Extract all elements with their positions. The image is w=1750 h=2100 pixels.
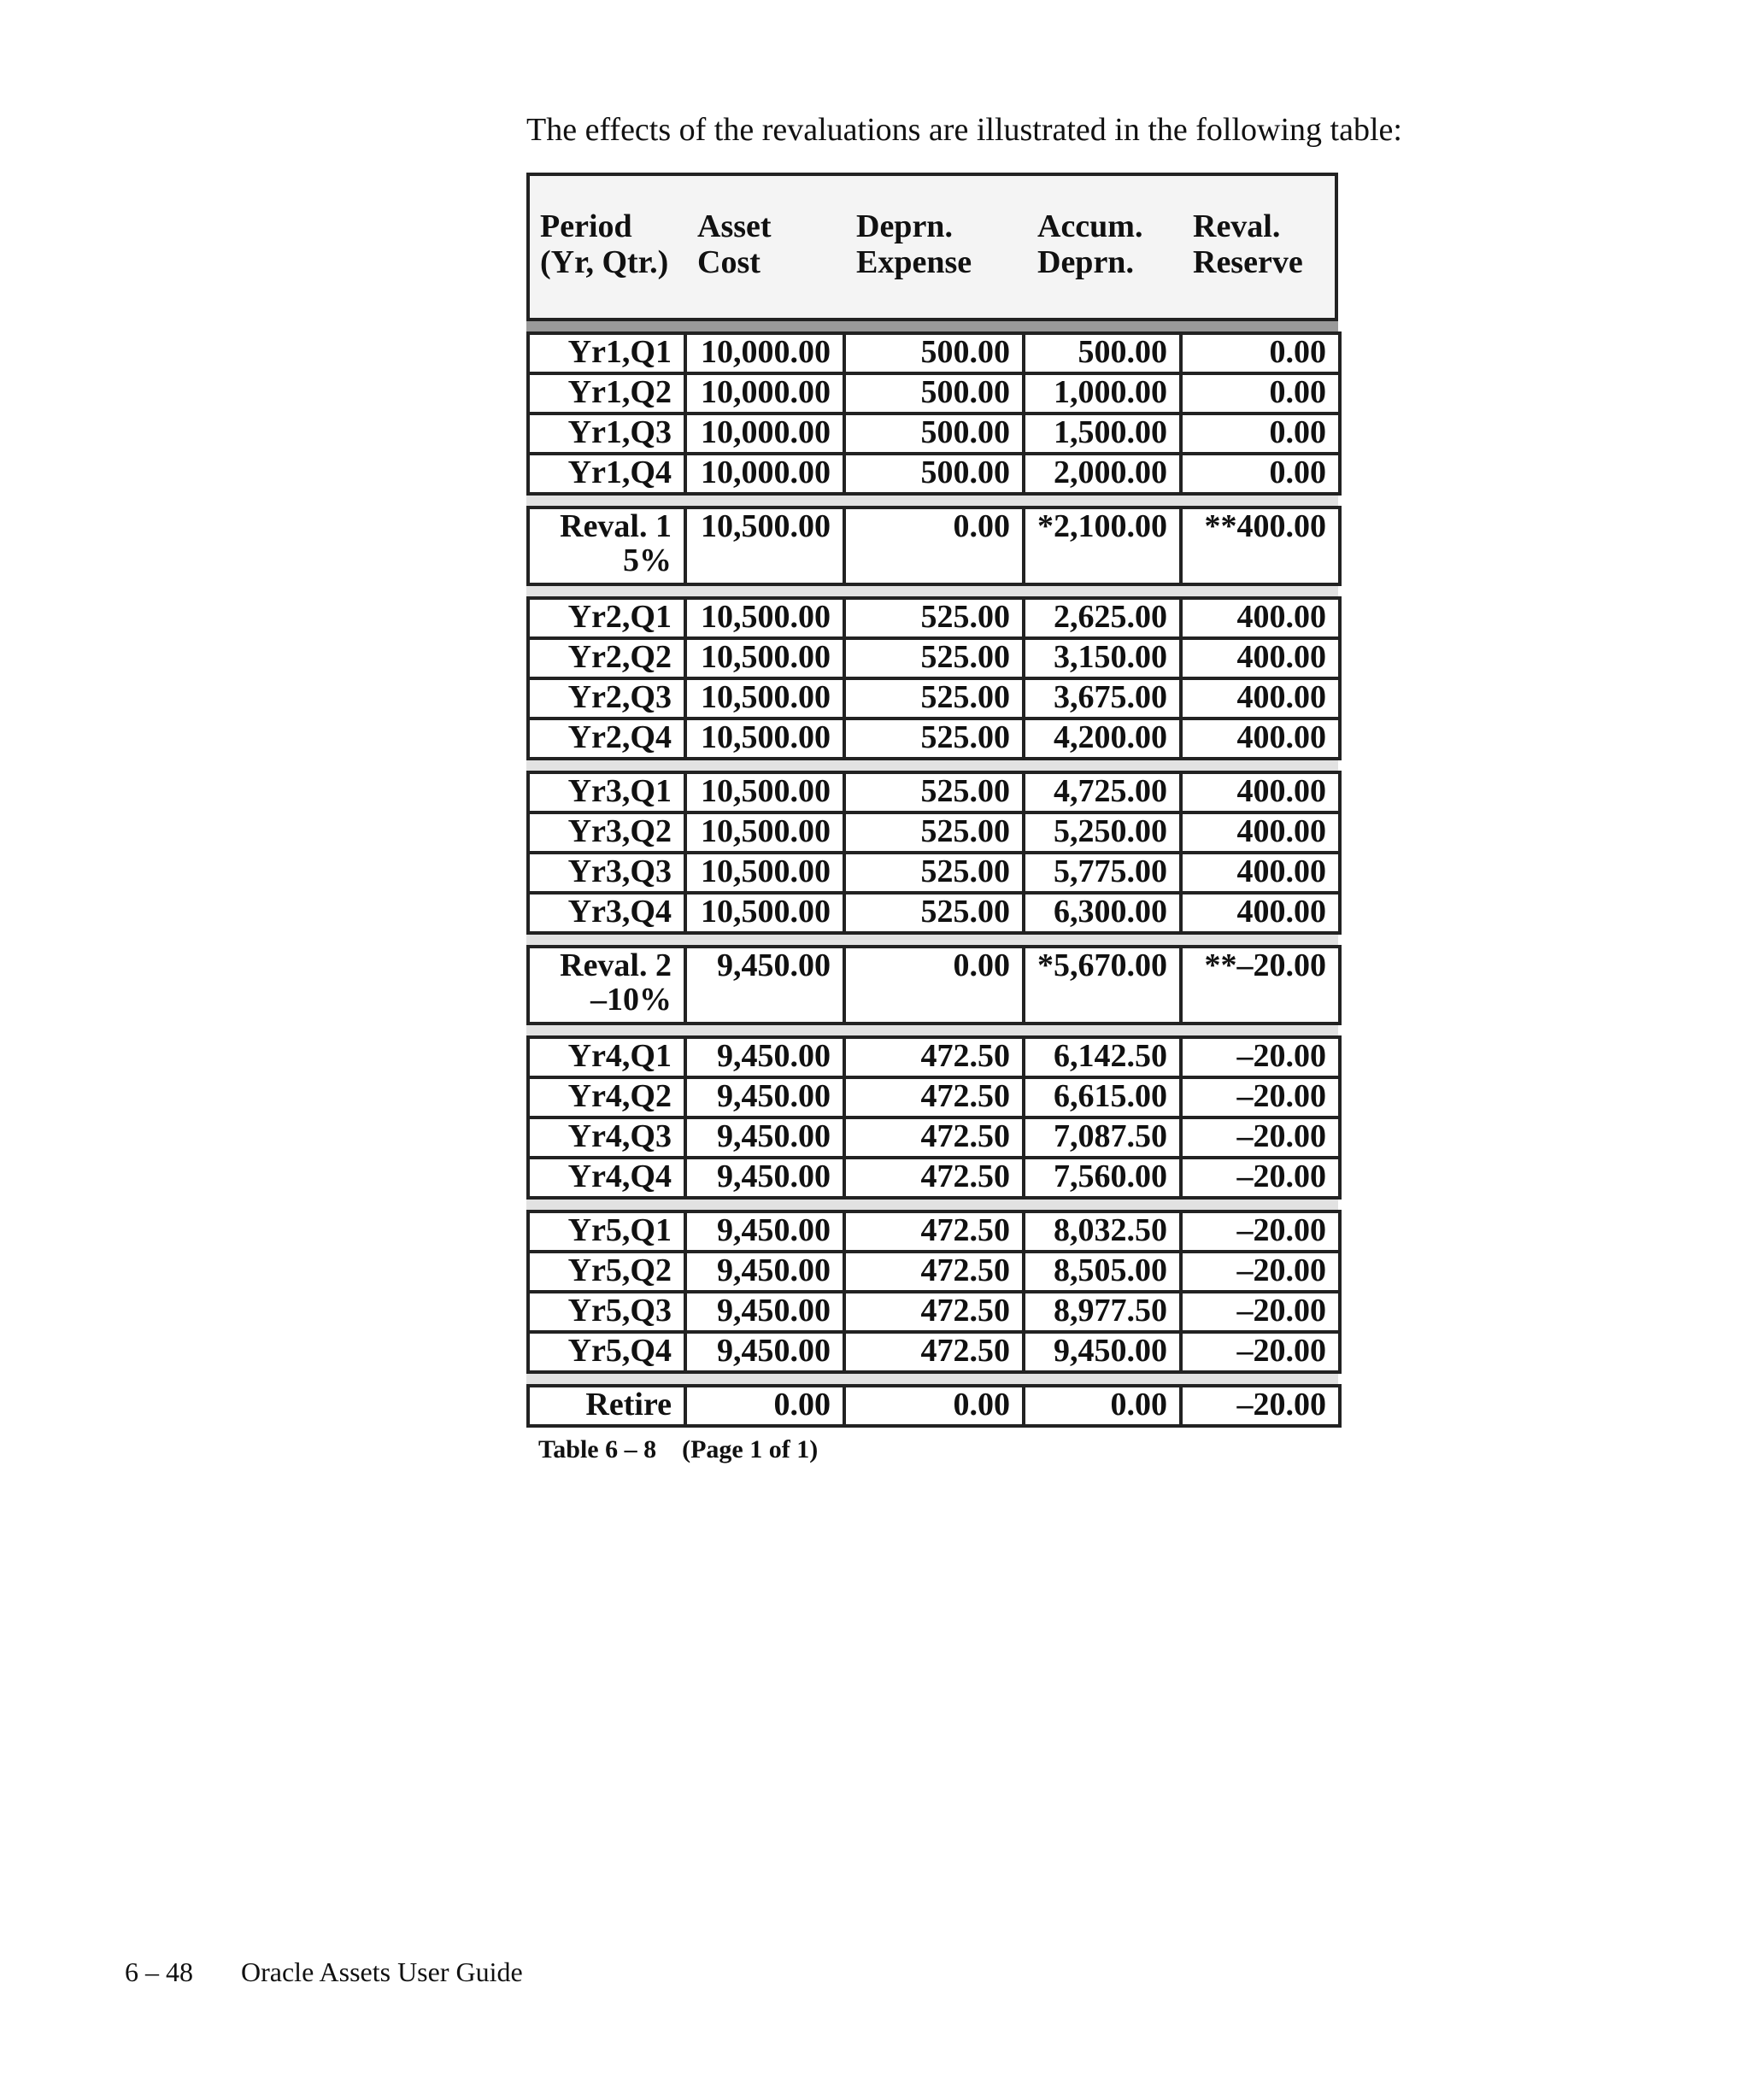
table-cell: Yr3,Q4 <box>528 893 685 933</box>
table-row <box>528 853 1340 893</box>
table-cell: 10,500.00 <box>685 598 844 638</box>
table-cell: 6,300.00 <box>1024 893 1181 933</box>
table-cell: 525.00 <box>844 638 1024 678</box>
group-separator <box>526 1200 1338 1210</box>
intro-text: The effects of the revaluations are illustrated in the following table: <box>526 112 1402 148</box>
table-cell: 500.00 <box>1024 333 1181 373</box>
table-cell: 0.00 <box>1024 1386 1181 1426</box>
footer-guide-title: Oracle Assets User Guide <box>241 1956 523 1987</box>
table-cell: 10,500.00 <box>685 772 844 812</box>
table-cell: Yr4,Q1 <box>528 1037 685 1077</box>
table-cell: 472.50 <box>844 1037 1024 1077</box>
table-cell: Yr3,Q3 <box>528 853 685 893</box>
table-cell: 400.00 <box>1181 678 1340 719</box>
table-cell: Yr1,Q4 <box>528 454 685 494</box>
table-row <box>528 678 1340 719</box>
header-deprn-expense: Deprn. Expense <box>856 208 972 280</box>
table-cell: 4,200.00 <box>1024 719 1181 759</box>
table-row <box>528 1332 1340 1372</box>
footer-page-number: 6 – 48 <box>125 1956 193 1987</box>
table-row <box>528 772 1340 812</box>
table-cell: 1,500.00 <box>1024 414 1181 454</box>
group-separator <box>526 496 1338 506</box>
table-cell: Yr2,Q2 <box>528 638 685 678</box>
table-cell: Yr1,Q1 <box>528 333 685 373</box>
table-row <box>528 1158 1340 1198</box>
table-cell: 0.00 <box>1181 373 1340 414</box>
table-row <box>528 1077 1340 1117</box>
row-group <box>526 1210 1342 1374</box>
table-cell: 1,000.00 <box>1024 373 1181 414</box>
table-row <box>528 1037 1340 1077</box>
table-cell: –20.00 <box>1181 1117 1340 1158</box>
revaluation-table <box>526 173 1338 1428</box>
table-cell: 0.00 <box>1181 454 1340 494</box>
table-cell: –20.00 <box>1181 1158 1340 1198</box>
table-cell: 5,775.00 <box>1024 853 1181 893</box>
table-cell: 0.00 <box>685 1386 844 1426</box>
table-row <box>528 1386 1340 1426</box>
table-cell: 10,000.00 <box>685 414 844 454</box>
table-row <box>528 454 1340 494</box>
table-row <box>528 1292 1340 1332</box>
table-cell: 400.00 <box>1181 812 1340 853</box>
table-cell: 6,615.00 <box>1024 1077 1181 1117</box>
table-cell: 472.50 <box>844 1332 1024 1372</box>
table-cell: 8,505.00 <box>1024 1252 1181 1292</box>
table-row <box>528 719 1340 759</box>
table-cell: 6,142.50 <box>1024 1037 1181 1077</box>
table-row <box>528 598 1340 638</box>
table-cell: 9,450.00 <box>685 1037 844 1077</box>
group-separator <box>526 1025 1338 1035</box>
table-row <box>528 333 1340 373</box>
table-cell: Yr2,Q3 <box>528 678 685 719</box>
header-reval-reserve: Reval. Reserve <box>1193 208 1303 280</box>
table-cell: 10,000.00 <box>685 333 844 373</box>
table-cell: 525.00 <box>844 678 1024 719</box>
table-cell: 400.00 <box>1181 719 1340 759</box>
table-cell: 9,450.00 <box>685 1211 844 1252</box>
table-cell: 525.00 <box>844 853 1024 893</box>
table-cell: 500.00 <box>844 454 1024 494</box>
table-row <box>528 638 1340 678</box>
table-cell: –20.00 <box>1181 1252 1340 1292</box>
table-cell: Yr4,Q4 <box>528 1158 685 1198</box>
table-cell: 7,560.00 <box>1024 1158 1181 1198</box>
table-cell: 0.00 <box>1181 414 1340 454</box>
table-row <box>528 947 1340 1024</box>
row-group <box>526 1035 1342 1200</box>
table-cell: 9,450.00 <box>1024 1332 1181 1372</box>
row-group <box>526 945 1342 1025</box>
table-cell: Yr3,Q2 <box>528 812 685 853</box>
table-cell: 500.00 <box>844 333 1024 373</box>
table-cell: 9,450.00 <box>685 1292 844 1332</box>
group-separator <box>526 586 1338 596</box>
table-cell: 10,500.00 <box>685 507 844 584</box>
table-cell: Yr4,Q2 <box>528 1077 685 1117</box>
header-asset-cost: Asset Cost <box>697 208 772 280</box>
table-row <box>528 893 1340 933</box>
row-group <box>526 331 1342 496</box>
table-caption: Table 6 – 8 (Page 1 of 1) <box>538 1435 819 1464</box>
table-header <box>526 173 1338 321</box>
table-cell: 400.00 <box>1181 638 1340 678</box>
table-cell: –20.00 <box>1181 1077 1340 1117</box>
table-cell: 0.00 <box>1181 333 1340 373</box>
table-cell: 500.00 <box>844 414 1024 454</box>
table-cell: Yr5,Q3 <box>528 1292 685 1332</box>
table-cell: Yr1,Q3 <box>528 414 685 454</box>
table-cell: Yr5,Q2 <box>528 1252 685 1292</box>
table-cell: 10,500.00 <box>685 638 844 678</box>
table-cell: 10,000.00 <box>685 373 844 414</box>
table-cell: Yr5,Q4 <box>528 1332 685 1372</box>
table-row <box>528 1211 1340 1252</box>
table-cell: 400.00 <box>1181 772 1340 812</box>
table-cell: 525.00 <box>844 598 1024 638</box>
table-row <box>528 373 1340 414</box>
table-cell: 2,000.00 <box>1024 454 1181 494</box>
table-cell: 472.50 <box>844 1252 1024 1292</box>
table-cell: 3,150.00 <box>1024 638 1181 678</box>
table-cell: –20.00 <box>1181 1292 1340 1332</box>
table-row <box>528 812 1340 853</box>
table-cell: 2,625.00 <box>1024 598 1181 638</box>
table-cell: –20.00 <box>1181 1037 1340 1077</box>
table-cell: Reval. 2 –10% <box>528 947 685 1024</box>
group-separator <box>526 1374 1338 1384</box>
table-cell: Yr4,Q3 <box>528 1117 685 1158</box>
table-cell: 10,500.00 <box>685 812 844 853</box>
table-row <box>528 507 1340 584</box>
row-group <box>526 506 1342 586</box>
group-separator <box>526 760 1338 771</box>
table-cell: **400.00 <box>1181 507 1340 584</box>
row-group <box>526 1384 1342 1428</box>
table-cell: 525.00 <box>844 772 1024 812</box>
table-cell: *2,100.00 <box>1024 507 1181 584</box>
table-cell: –20.00 <box>1181 1386 1340 1426</box>
table-cell: –20.00 <box>1181 1211 1340 1252</box>
table-cell: 400.00 <box>1181 598 1340 638</box>
header-period: Period (Yr, Qtr.) <box>540 208 669 280</box>
table-cell: 525.00 <box>844 893 1024 933</box>
table-cell: 5,250.00 <box>1024 812 1181 853</box>
group-separator <box>526 935 1338 945</box>
table-row <box>528 1117 1340 1158</box>
header-divider <box>526 321 1338 331</box>
table-cell: Yr5,Q1 <box>528 1211 685 1252</box>
table-cell: 0.00 <box>844 947 1024 1024</box>
table-cell: 400.00 <box>1181 853 1340 893</box>
table-cell: 4,725.00 <box>1024 772 1181 812</box>
table-cell: 472.50 <box>844 1292 1024 1332</box>
table-cell: 472.50 <box>844 1077 1024 1117</box>
table-cell: 8,032.50 <box>1024 1211 1181 1252</box>
table-cell: 400.00 <box>1181 893 1340 933</box>
table-cell: 525.00 <box>844 812 1024 853</box>
table-cell: 9,450.00 <box>685 1117 844 1158</box>
table-cell: 9,450.00 <box>685 1332 844 1372</box>
row-group <box>526 771 1342 935</box>
table-cell: 0.00 <box>844 507 1024 584</box>
table-cell: Reval. 1 5% <box>528 507 685 584</box>
table-cell: 9,450.00 <box>685 1158 844 1198</box>
table-cell: 7,087.50 <box>1024 1117 1181 1158</box>
table-cell: 500.00 <box>844 373 1024 414</box>
table-cell: Yr1,Q2 <box>528 373 685 414</box>
table-cell: 10,500.00 <box>685 893 844 933</box>
table-body <box>526 331 1338 1428</box>
table-cell: Retire <box>528 1386 685 1426</box>
table-cell: 525.00 <box>844 719 1024 759</box>
table-cell: Yr3,Q1 <box>528 772 685 812</box>
table-cell: 472.50 <box>844 1117 1024 1158</box>
table-cell: 8,977.50 <box>1024 1292 1181 1332</box>
table-cell: 472.50 <box>844 1158 1024 1198</box>
table-cell: 9,450.00 <box>685 1077 844 1117</box>
header-accum-deprn: Accum. Deprn. <box>1037 208 1143 280</box>
row-group <box>526 596 1342 760</box>
table-cell: 10,500.00 <box>685 678 844 719</box>
table-cell: 10,000.00 <box>685 454 844 494</box>
table-cell: 3,675.00 <box>1024 678 1181 719</box>
table-cell: Yr2,Q4 <box>528 719 685 759</box>
table-cell: 10,500.00 <box>685 719 844 759</box>
table-cell: **–20.00 <box>1181 947 1340 1024</box>
table-cell: 10,500.00 <box>685 853 844 893</box>
table-cell: 9,450.00 <box>685 1252 844 1292</box>
table-row <box>528 1252 1340 1292</box>
table-cell: Yr2,Q1 <box>528 598 685 638</box>
table-cell: 0.00 <box>844 1386 1024 1426</box>
table-cell: 9,450.00 <box>685 947 844 1024</box>
table-cell: *5,670.00 <box>1024 947 1181 1024</box>
table-cell: 472.50 <box>844 1211 1024 1252</box>
table-row <box>528 414 1340 454</box>
table-cell: –20.00 <box>1181 1332 1340 1372</box>
